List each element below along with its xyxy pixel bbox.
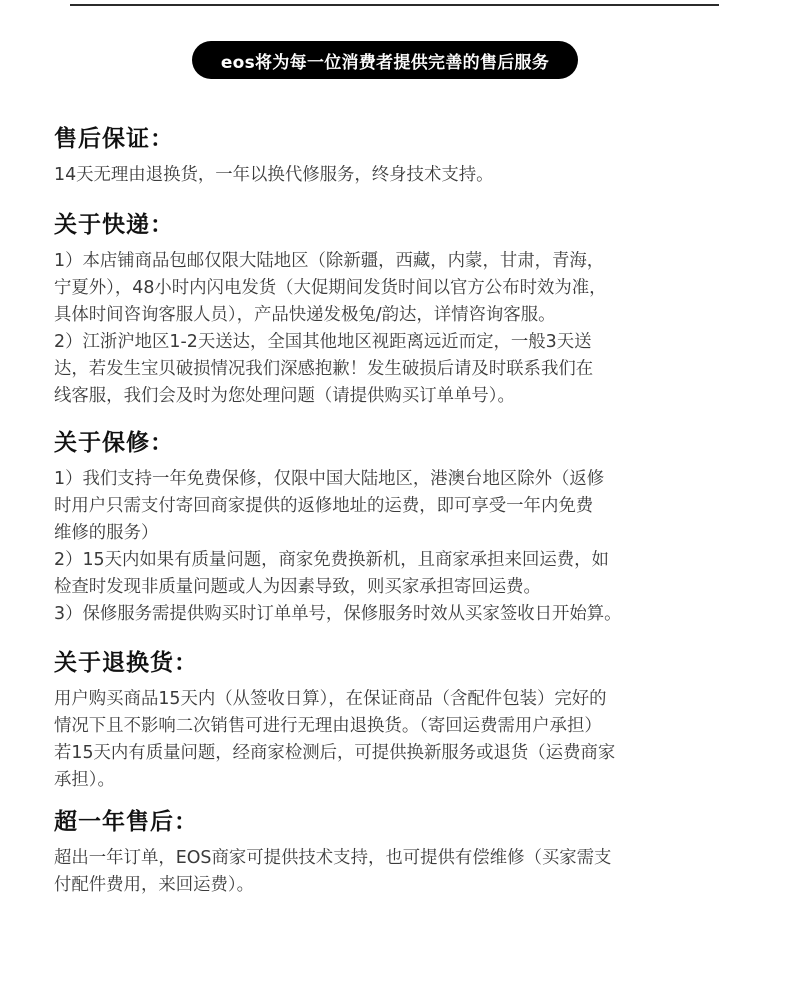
section-body: [54, 466, 744, 628]
body-line: 用户购买商品15天内（从签收日算），在保证商品（含配件包装）完好的: [54, 689, 607, 709]
body-line: 承担）。: [54, 770, 115, 790]
section-body: [54, 162, 744, 189]
section-beyond-one-year: [54, 807, 744, 899]
body-line: 情况下且不影响二次销售可进行无理由退换货。（寄回运费需用户承担）: [54, 716, 602, 736]
section-body: [54, 248, 744, 410]
body-line: 1）本店铺商品包邮仅限大陆地区（除新疆，西藏，内蒙，甘肃，青海，: [54, 251, 605, 271]
section-heading: 售后保证：: [54, 126, 174, 152]
body-line: 具体时间咨询客服人员），产品快递发极兔/韵达，详情咨询客服。: [54, 305, 556, 325]
section-heading: 超一年售后：: [54, 809, 198, 835]
section-warranty: [54, 428, 744, 628]
body-line: 线客服，我们会及时为您处理问题（请提供购买订单单号）。: [54, 386, 515, 406]
body-line: 达，若发生宝贝破损情况我们深感抱歉！发生破损后请及时联系我们在: [54, 359, 594, 379]
body-line: 2）15天内如果有质量问题，商家免费换新机，且商家承担来回运费，如: [54, 550, 609, 570]
body-line: 宁夏外），48小时内闪电发货（大促期间发货时间以官方公布时效为准，: [54, 278, 607, 298]
service-banner: eos将为每一位消费者提供完善的售后服务: [192, 41, 578, 79]
section-after-sales-guarantee: [54, 124, 744, 189]
section-body: [54, 845, 744, 899]
section-heading: 关于保修：: [54, 430, 174, 456]
body-line: 14天无理由退换货，一年以换代修服务，终身技术支持。: [54, 165, 494, 185]
body-line: 付配件费用，来回运费）。: [54, 875, 254, 895]
body-line: 1）我们支持一年免费保修，仅限中国大陆地区，港澳台地区除外（返修: [54, 469, 605, 489]
body-line: 检查时发现非质量问题或人为因素导致，则买家承担寄回运费。: [54, 577, 541, 597]
body-line: 3）保修服务需提供购买时订单单号，保修服务时效从买家签收日开始算。: [54, 604, 622, 624]
body-line: 若15天内有质量问题，经商家检测后，可提供换新服务或退货（运费商家: [54, 743, 616, 763]
body-line: 2）江浙沪地区1-2天送达，全国其他地区视距离远近而定，一般3天送: [54, 332, 592, 352]
body-line: 时用户只需支付寄回商家提供的返修地址的运费，即可享受一年内免费: [54, 496, 594, 516]
body-line: 超出一年订单，EOS商家可提供技术支持，也可提供有偿维修（买家需支: [54, 848, 612, 868]
section-heading: 关于退换货：: [54, 650, 198, 676]
body-line: 维修的服务）: [54, 523, 159, 543]
section-heading: 关于快递：: [54, 212, 174, 238]
section-returns: [54, 648, 744, 794]
section-body: [54, 686, 744, 794]
top-divider: [70, 4, 719, 6]
section-shipping: [54, 210, 744, 410]
